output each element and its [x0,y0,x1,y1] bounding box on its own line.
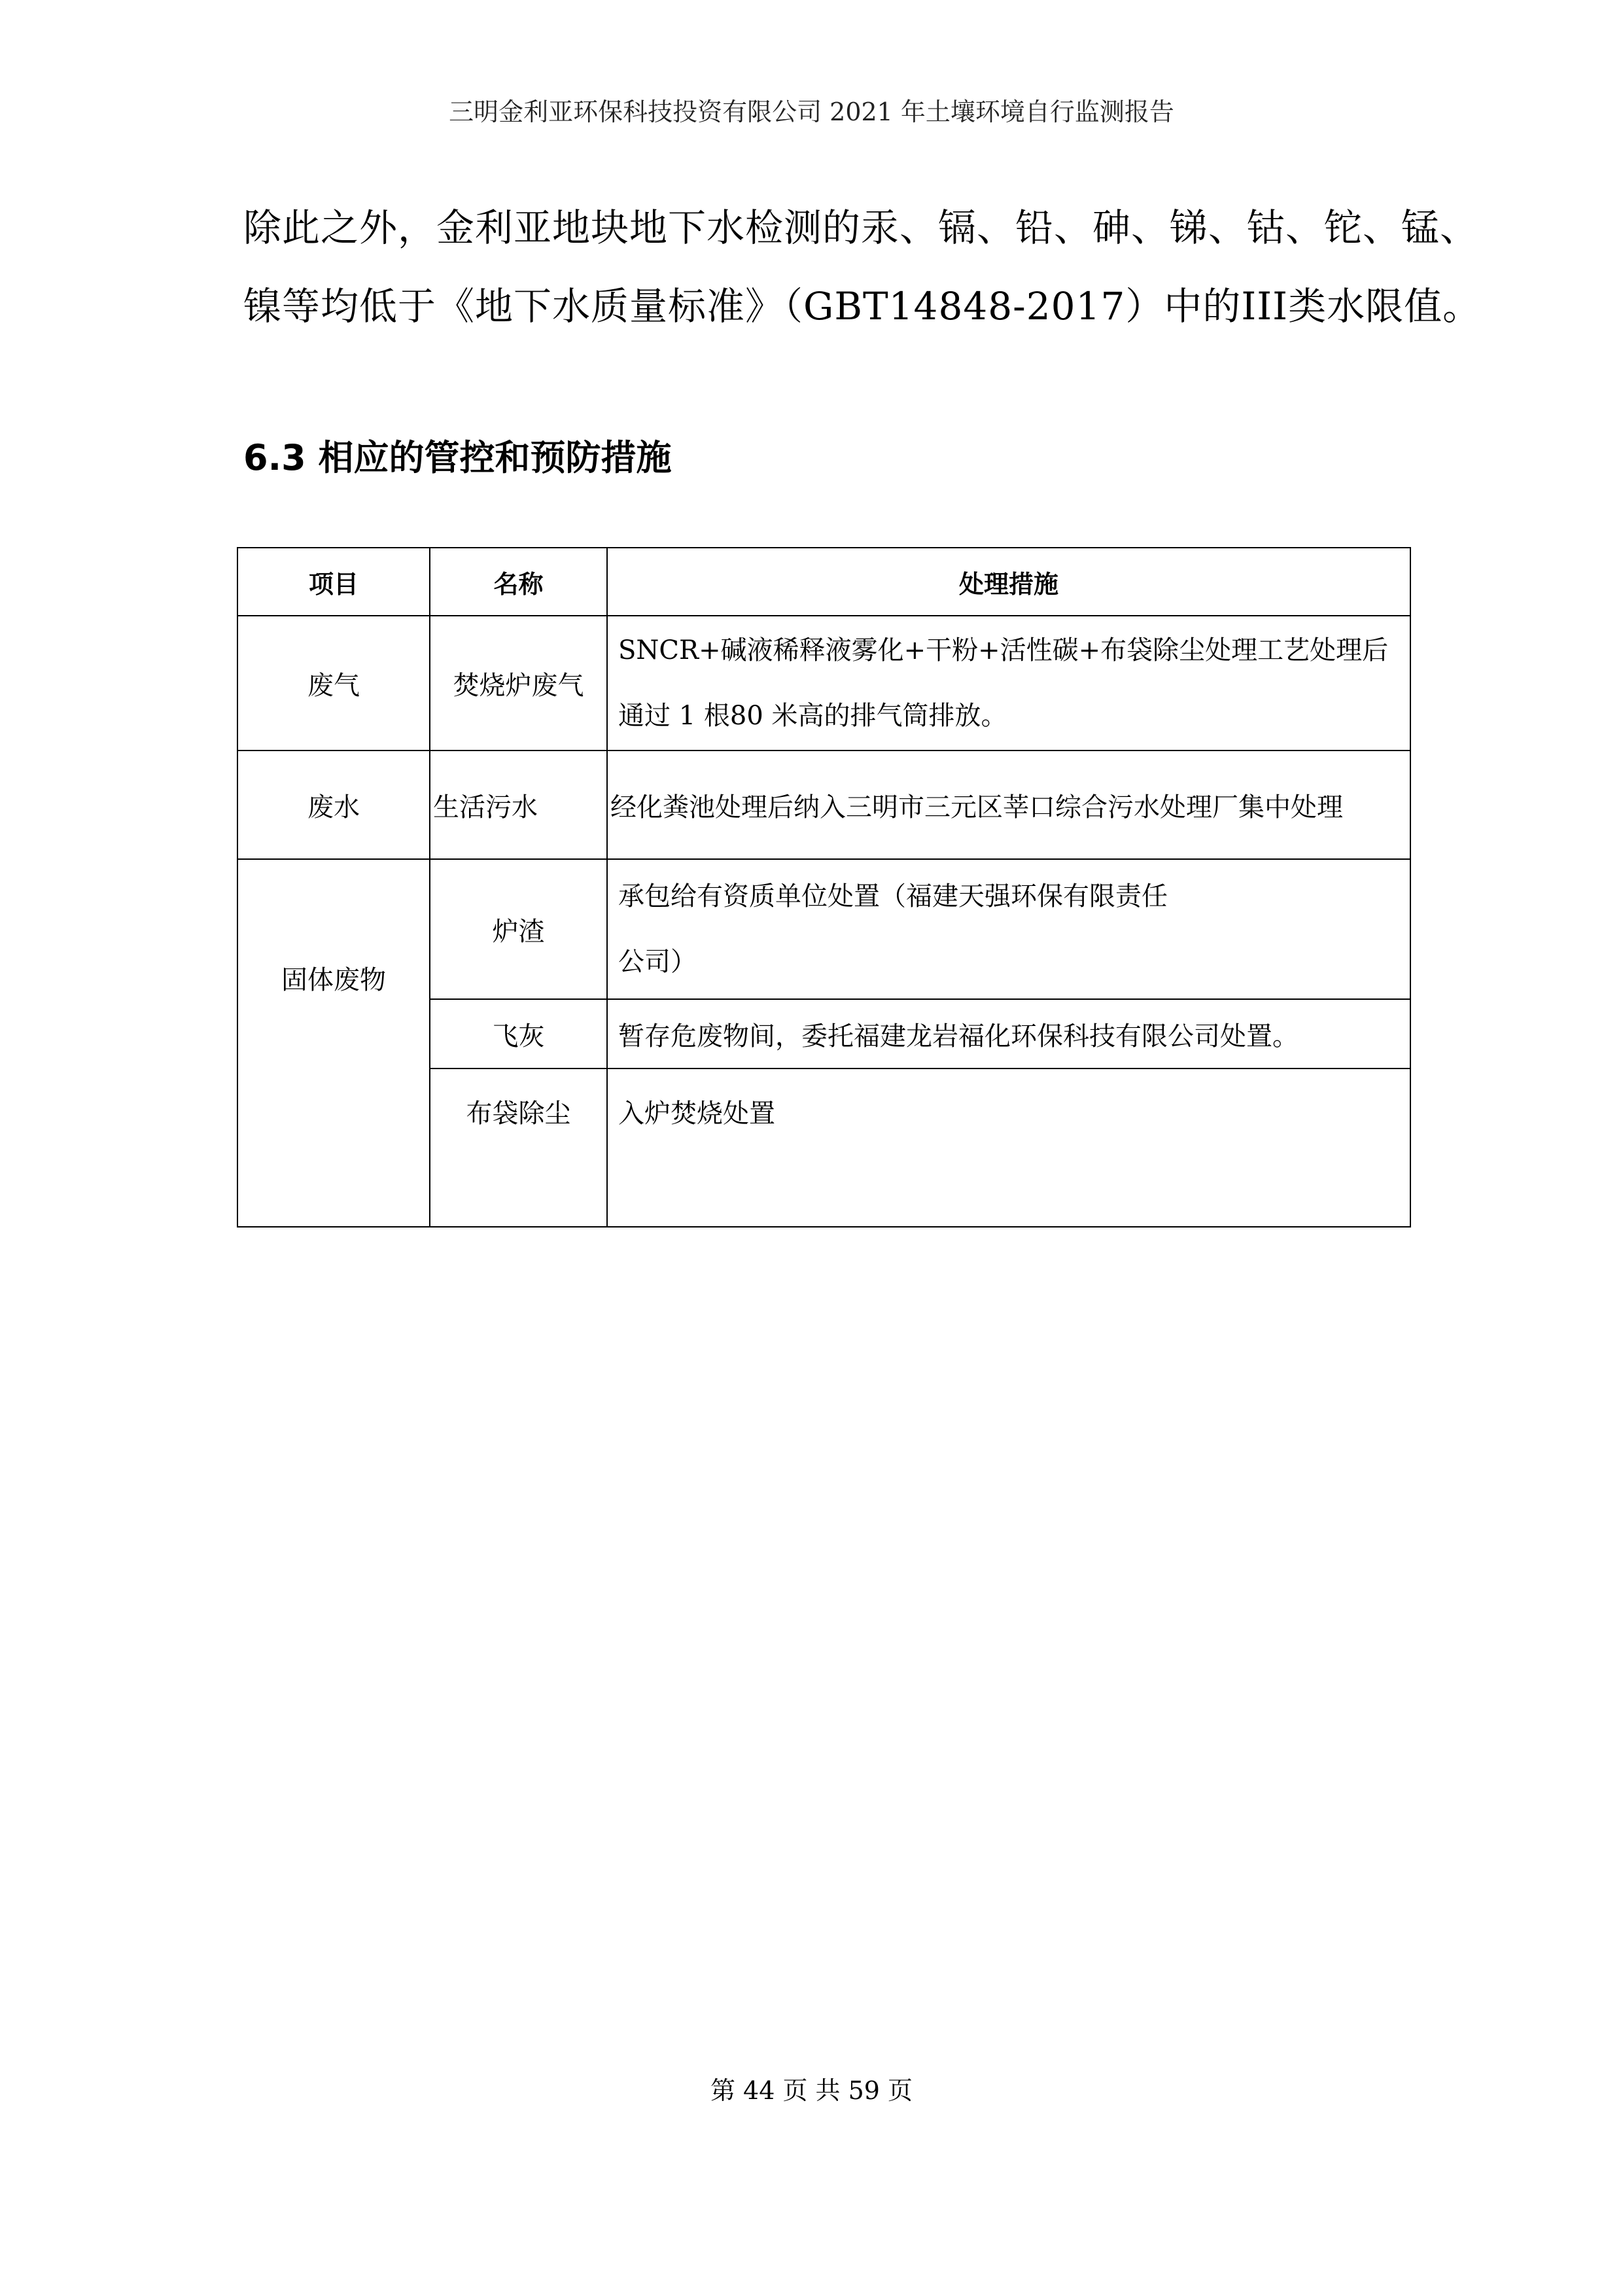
body-paragraph [243,188,1482,345]
cell-measure: 暂存危废物间，委托福建龙岩福化环保科技有限公司处置。 [607,999,1410,1069]
cell-name: 布袋除尘 [430,1069,607,1227]
cell-measure: 经化粪池处理后纳入三明市三元区莘口综合污水处理厂集中处理 [607,751,1410,859]
control-measures-table [237,547,1411,1227]
table-row [237,751,1410,859]
table-row [237,859,1410,999]
page-header: 三明金利亚环保科技投资有限公司 2021 年土壤环境自行监测报告 [449,97,1174,126]
cell-item: 废水 [237,751,430,859]
cell-measure: SNCR+碱液稀释液雾化+干粉+活性碳+布袋除尘处理工艺处理后通过 1 根80 米高的排气筒排放。 [607,616,1410,751]
table-row [237,616,1410,751]
paragraph-line-2: 镍等均低于《地下水质量标准》（GBT14848-2017）中的III类水限值。 [243,284,1482,328]
header-name: 名称 [430,548,607,616]
cell-item: 固体废物 [237,859,430,1227]
cell-measure: 入炉焚烧处置 [607,1069,1410,1227]
section-heading: 6.3 相应的管控和预防措施 [243,437,672,478]
table-header-row [237,548,1410,616]
header-item: 项目 [237,548,430,616]
cell-item: 废气 [237,616,430,751]
cell-name: 飞灰 [430,999,607,1069]
cell-name: 焚烧炉废气 [430,616,607,751]
cell-measure: 承包给有资质单位处置（福建天强环保有限责任公司） [607,859,1410,999]
page-footer: 第 44 页 共 59 页 [710,2076,913,2105]
cell-name: 炉渣 [430,859,607,999]
header-measure: 处理措施 [607,548,1410,616]
paragraph-line-1: 除此之外，金利亚地块地下水检测的汞、镉、铅、砷、锑、钴、铊、锰、 [243,205,1479,250]
cell-name: 生活污水 [430,751,607,859]
